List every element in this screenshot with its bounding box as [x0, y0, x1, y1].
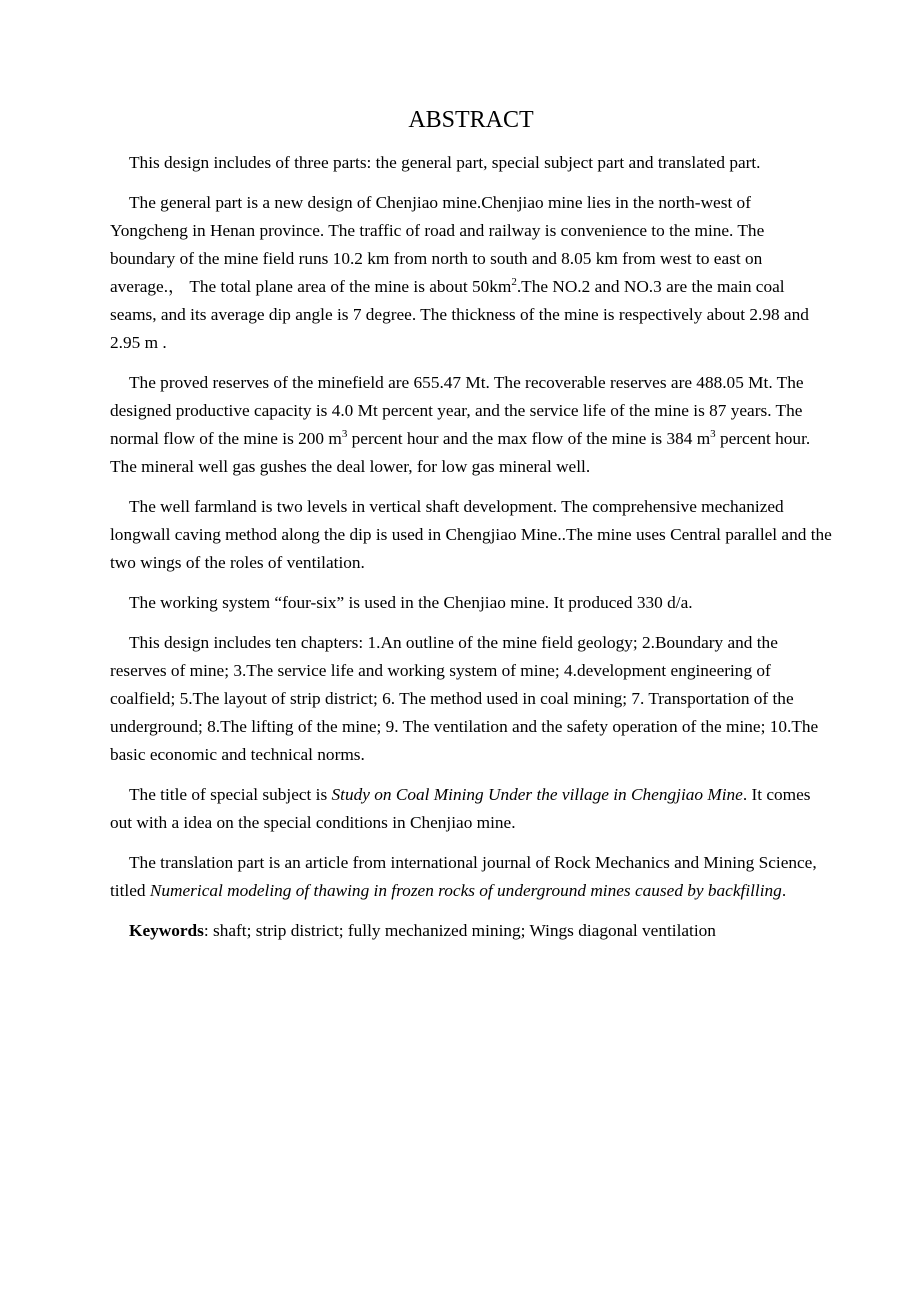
abstract-title: ABSTRACT — [408, 107, 534, 133]
translation-text-a: The translation part is an article from international journal of Rock Mechanics and Mining Science, titled — [110, 853, 817, 900]
special-subject-text-a: The title of special subject is — [129, 785, 332, 804]
paragraph-general-part — [110, 189, 832, 357]
paragraph-keywords — [110, 917, 832, 945]
translation-text-b: . — [781, 881, 787, 900]
keywords-list: : shaft; strip district; fully mechanized mining; Wings diagonal ventilation — [203, 921, 716, 940]
paragraph-working-system: The working system “four-six” is used in the Chenjiao mine. It produced 330 d/a. — [129, 593, 693, 612]
paragraph-chapters: This design includes ten chapters: 1.An outline of the mine field geology; 2.Boundary and the reserves of mine; 3.The service life and working system of mine; 4.development engineering of coalfield; 5.The layout of strip district; 6. The method used in coal mining; 7. Transportation of the underground; 8.The lifting of the mine; 9. The ventilation and the safety operation of the mine; 10.The basic economic and technical norms. — [110, 633, 819, 764]
paragraph-development: The well farmland is two levels in vertical shaft development. The comprehensive mechanized longwall caving method along the dip is used in Chengjiao Mine..The mine uses Central parallel and the two wings of the roles of ventilation. — [110, 497, 832, 572]
flow-unit-superscript-1: 3 — [341, 428, 348, 441]
general-part-text-b: .The NO.2 and NO.3 are the main coal seams, and its average dip angle is 7 degree. The thickness of the mine is respectively about 2.98 and 2.95 m . — [110, 277, 809, 352]
special-subject-title: Study on Coal Mining Under the village in Chengjiao Mine — [331, 785, 743, 804]
translation-article-title: Numerical modeling of thawing in frozen rocks of underground mines caused by backfilling — [149, 881, 782, 900]
paragraph-reserves — [110, 369, 832, 481]
reserves-text-b: percent hour and the max flow of the mine is 384 m — [347, 429, 711, 448]
keywords-label: Keywords — [129, 921, 204, 940]
special-subject-text-b: . It comes out with a idea on the special conditions in Chenjiao mine. — [110, 785, 811, 832]
reserves-text-a: The proved reserves of the minefield are 655.47 Mt. The recoverable reserves are 488.05 Mt. The designed productive capacity is 4.0 Mt percent year, and the service life of the mine is 87 years. The normal flow of the mine is 200 m — [110, 373, 804, 448]
abstract-page — [110, 105, 832, 957]
flow-unit-superscript-2: 3 — [710, 428, 716, 441]
paragraph-overview: This design includes of three parts: the general part, special subject part and translated part. — [129, 153, 761, 172]
paragraph-special-subject — [110, 781, 832, 837]
reserves-text-c: percent hour. The mineral well gas gushes the deal lower, for low gas mineral well. — [110, 429, 811, 476]
paragraph-translation — [110, 849, 832, 905]
general-part-text-a: The general part is a new design of Chenjiao mine.Chenjiao mine lies in the north-west of Yongcheng in Henan province. The traffic of road and railway is convenience to the mine. The boundary of the mine field runs 10.2 km from north to south and 8.05 km from west to east on average.， The total plane area of the mine is about 50km — [110, 193, 765, 296]
area-unit-superscript: 2 — [511, 276, 517, 289]
